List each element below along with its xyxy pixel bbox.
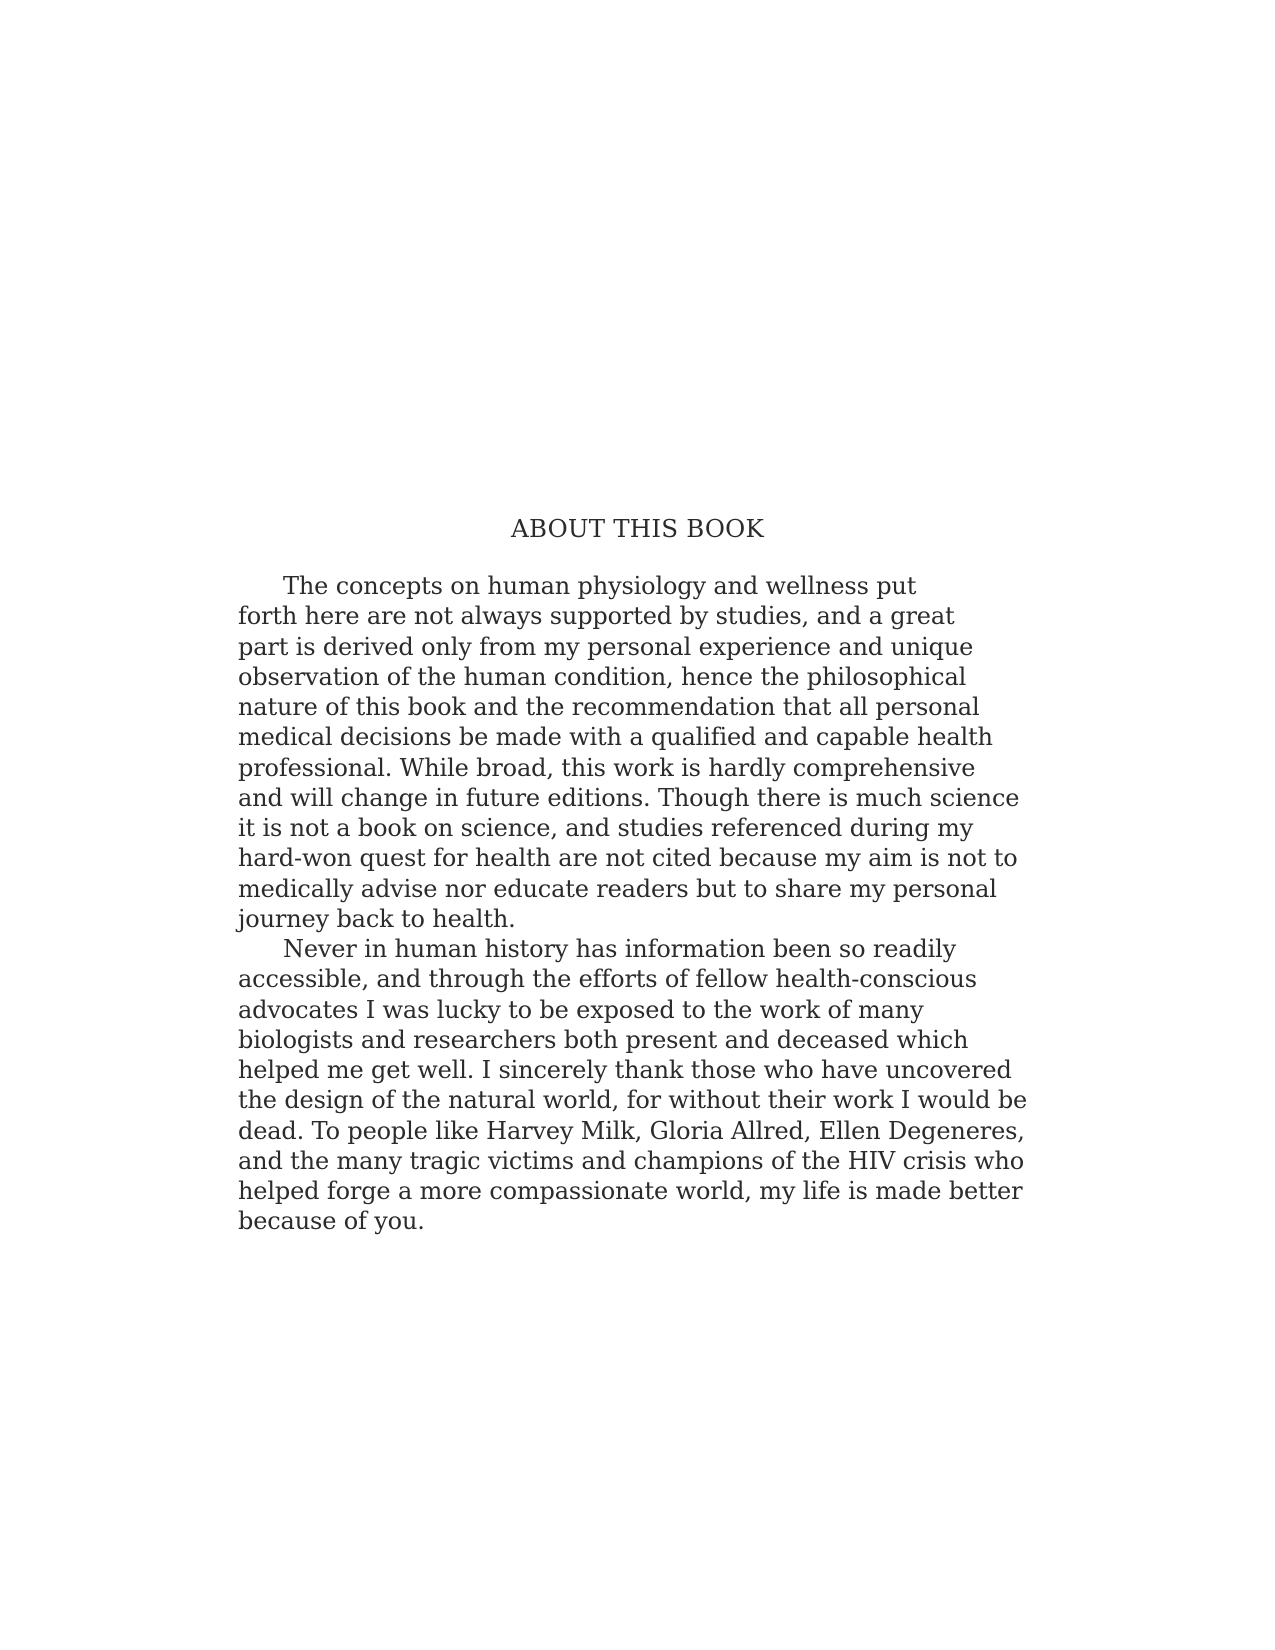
text-line: advocates I was lucky to be exposed to the work of many bbox=[238, 995, 924, 1024]
text-line: professional. While broad, this work is hardly comprehensive bbox=[238, 753, 976, 782]
text-line: dead. To people like Harvey Milk, Gloria Allred, Ellen Degeneres, bbox=[238, 1116, 1025, 1145]
paragraph-1 bbox=[238, 571, 1068, 934]
text-line: observation of the human condition, hence the philosophical bbox=[238, 662, 967, 691]
text-line: it is not a book on science, and studies referenced during my bbox=[238, 814, 974, 842]
text-line: helped forge a more compassionate world, my life is made better bbox=[238, 1177, 1023, 1205]
text-line: Never in human history has information been so readily bbox=[283, 935, 957, 963]
text-line: because of you. bbox=[238, 1207, 425, 1236]
text-line: medical decisions be made with a qualified and capable health bbox=[238, 723, 993, 752]
paragraph-2 bbox=[238, 934, 1068, 1237]
text-line: accessible, and through the efforts of fellow health-conscious bbox=[238, 965, 977, 994]
body-text bbox=[238, 571, 1068, 1237]
text-line: and the many tragic victims and champions of the HIV crisis who bbox=[238, 1146, 1025, 1175]
text-line: and will change in future editions. Though there is much science bbox=[238, 783, 1020, 812]
text-line: medically advise nor educate readers but to share my personal bbox=[238, 874, 997, 903]
text-line: The concepts on human physiology and wellness put bbox=[283, 572, 917, 600]
page-title: ABOUT THIS BOOK bbox=[511, 514, 764, 543]
text-line: the design of the natural world, for without their work I would be bbox=[238, 1086, 1028, 1115]
text-line: nature of this book and the recommendation that all personal bbox=[238, 693, 980, 721]
text-line: helped me get well. I sincerely thank those who have uncovered bbox=[238, 1056, 1012, 1084]
text-line: biologists and researchers both present and deceased which bbox=[238, 1025, 969, 1054]
text-line: part is derived only from my personal experience and unique bbox=[238, 632, 974, 661]
text-line: hard-won quest for health are not cited because my aim is not to bbox=[238, 844, 1018, 873]
text-line: forth here are not always supported by studies, and a great bbox=[238, 602, 955, 631]
text-line: journey back to health. bbox=[238, 904, 516, 933]
